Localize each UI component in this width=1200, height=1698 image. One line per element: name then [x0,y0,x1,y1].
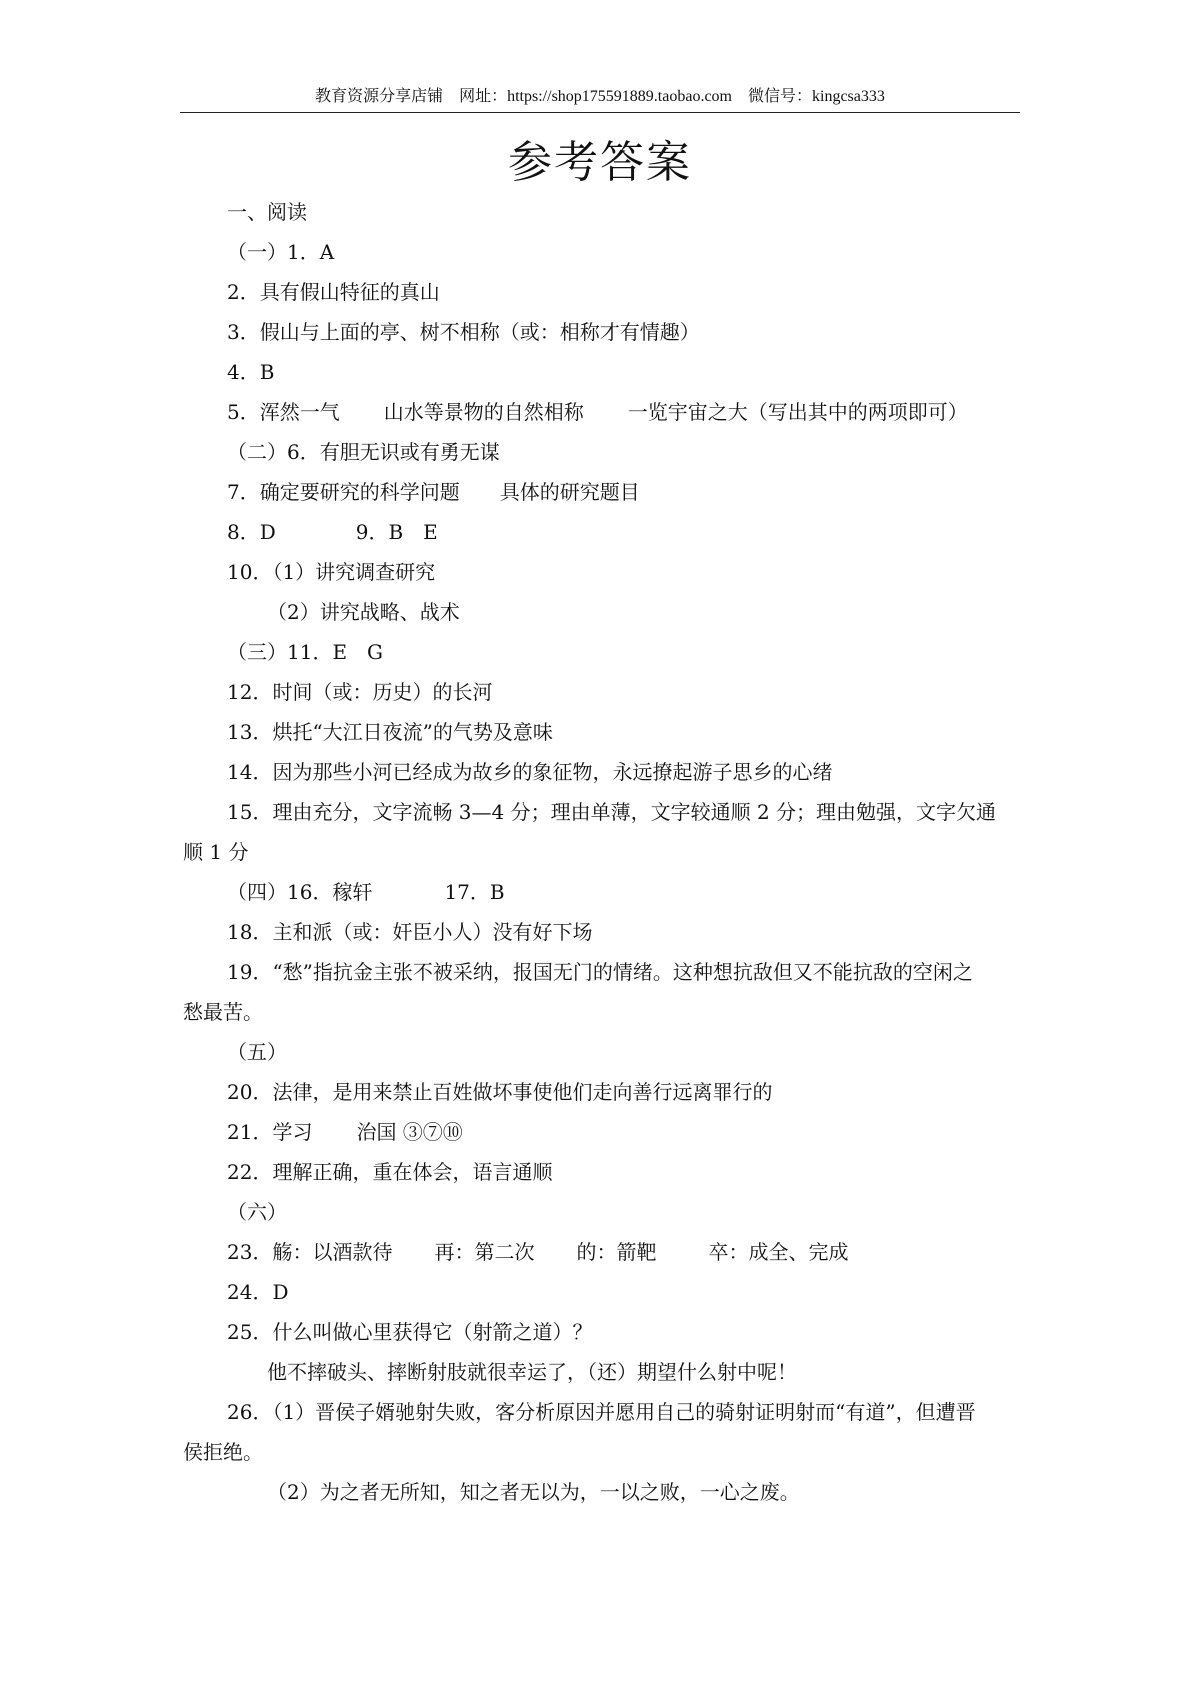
answer-part: 8．D [227,520,276,544]
answer-part: 卒：成全、完成 [708,1240,849,1264]
section-heading-reading: 一、阅读 [227,200,307,224]
answer-part: 再：第二次 [434,1240,535,1264]
section-heading: （五） [227,1040,287,1064]
answer-line: 24．D [227,1280,289,1304]
answer-part: 治国 ③⑦⑩ [356,1120,463,1144]
answer-part: 的：箭靶 [576,1240,657,1264]
answer-line: 12．时间（或：历史）的长河 [227,680,493,704]
answer-part: 山水等景物的自然相称 [383,400,584,424]
answer-line [227,878,505,906]
answer-line: 他不摔破头、摔断射肢就很幸运了，（还）期望什么射中呢！ [267,1360,797,1384]
answer-line: 26．（1）晋侯子婿驰射失败，客分析原因并愿用自己的骑射证明射而“有道”，但遭晋 [227,1400,976,1424]
answer-part: 7．确定要研究的科学问题 [227,480,460,504]
answer-line [227,1118,463,1146]
answer-part: 5．浑然一气 [227,400,340,424]
answer-line: （2）讲究战略、战术 [267,600,460,624]
answer-line [227,1238,848,1266]
answer-line [227,518,438,546]
answer-part: 23．觞：以酒款待 [227,1240,393,1264]
answer-part: 17．B [444,880,505,904]
header-wechat-id: 微信号：kingcsa333 [748,88,885,105]
header-shop-name: 教育资源分享店铺 [315,88,444,105]
answer-line: 13．烘托“大江日夜流”的气势及意味 [227,720,553,744]
answer-line: 4．B [227,360,275,384]
answer-part: 21．学习 [227,1120,313,1144]
page-title: 参考答案 [508,137,692,188]
answer-line [227,478,640,506]
answer-line: 18．主和派（或：奸臣小人）没有好下场 [227,920,593,944]
section-heading: （六） [227,1200,287,1224]
answer-line: （一）1．A [227,240,335,264]
answer-line: 20．法律，是用来禁止百姓做坏事使他们走向善行远离罪行的 [227,1080,773,1104]
answer-line: （二）6．有胆无识或有勇无谋 [227,440,500,464]
answer-line: （三）11．E G [227,640,384,664]
answer-line: 愁最苦。 [183,1000,263,1024]
answer-line: 10．（1）讲究调查研究 [227,560,436,584]
answer-part: 一览宇宙之大（写出其中的两项即可） [627,400,968,424]
answer-line: 2．具有假山特征的真山 [227,280,440,304]
answer-line: 19．“愁”指抗金主张不被采纳，报国无门的情绪。这种想抗敌但又不能抗敌的空闲之 [227,960,973,984]
answer-line: 25．什么叫做心里获得它（射箭之道）？ [227,1320,593,1344]
header-shop-url: 网址：https://shop175591889.taobao.com [459,88,732,105]
answer-line: （2）为之者无所知，知之者无以为，一以之败，一心之废。 [267,1480,800,1504]
answer-line [227,398,968,426]
answer-part: 9．B E [355,520,438,544]
answer-line: 侯拒绝。 [183,1440,263,1464]
page-header [180,86,1020,113]
answer-line: 14．因为那些小河已经成为故乡的象征物，永远撩起游子思乡的心绪 [227,760,833,784]
answer-part: 具体的研究题目 [499,480,640,504]
answer-part: （四）16．稼轩 [227,880,373,904]
answer-line: 15．理由充分，文字流畅 3—4 分；理由单薄，文字较通顺 2 分；理由勉强，文字欠通 [227,800,997,824]
answer-line: 22．理解正确，重在体会，语言通顺 [227,1160,553,1184]
answer-line: 顺 1 分 [183,840,249,864]
answer-line: 3．假山与上面的亭、树不相称（或：相称才有情趣） [227,320,700,344]
